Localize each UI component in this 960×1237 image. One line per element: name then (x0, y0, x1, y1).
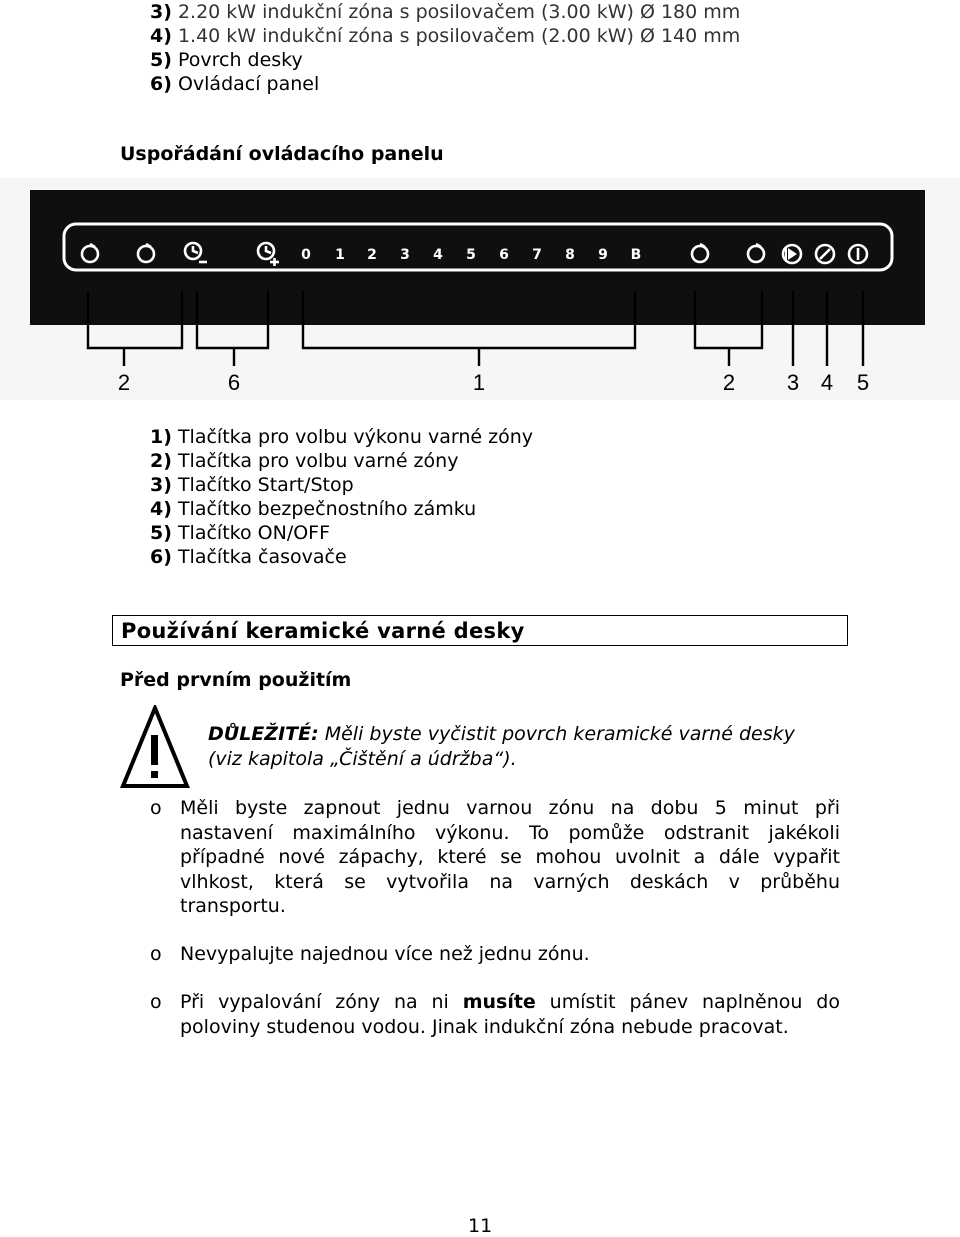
item-text: Tlačítko ON/OFF (177, 522, 331, 544)
item-text: 2.20 kW indukční zóna s posilovačem (3.00 kW) Ø 180 mm (177, 1, 741, 23)
warning-line: (viz kapitola „Čištění a údržba“). (208, 748, 517, 770)
paragraph-line: Nevypalujte najednou více než jednu zónu. (180, 943, 590, 965)
item-number: 4) (150, 498, 172, 520)
callout-number: 2 (722, 370, 736, 395)
warning-text (208, 722, 795, 772)
legend-item (150, 497, 533, 521)
paragraph-line: vlhkost, která se vytvořila na varných deskách v průběhu (180, 870, 840, 893)
control-panel-diagram (0, 178, 960, 400)
item-number: 2) (150, 450, 172, 472)
panel-heading: Uspořádání ovládacího panelu (120, 143, 444, 165)
legend-item (150, 425, 533, 449)
item-number: 6) (150, 546, 172, 568)
bullet-paragraph (180, 796, 840, 919)
item-text: Ovládací panel (177, 73, 320, 95)
power-digit: 9 (598, 247, 608, 263)
legend-item (150, 473, 533, 497)
text-run: Při vypalování zóny na ni (180, 991, 463, 1013)
list-item (150, 24, 740, 48)
bullet-paragraph (180, 942, 840, 967)
item-text: Povrch desky (177, 49, 303, 71)
item-text: Tlačítka pro volbu výkonu varné zóny (177, 426, 533, 448)
subheading: Před prvním použitím (120, 669, 352, 691)
page-number: 11 (468, 1215, 493, 1237)
text-run: umístit pánev naplněnou do (535, 991, 840, 1013)
callout-number: 3 (786, 370, 800, 395)
bullet-marker: o (150, 797, 162, 819)
warning-triangle-icon (120, 705, 190, 789)
warning-label: DŮLEŽITÉ: (208, 723, 319, 745)
callout-number: 2 (117, 370, 131, 395)
item-number: 5) (150, 522, 172, 544)
list-item (150, 0, 740, 24)
bullet-marker: o (150, 991, 162, 1013)
item-text: Tlačítko bezpečnostního zámku (177, 498, 477, 520)
item-number: 5) (150, 49, 172, 71)
power-digit: 5 (466, 247, 476, 263)
power-digit: 1 (335, 247, 345, 263)
control-panel-illustration (0, 178, 960, 400)
item-text: 1.40 kW indukční zóna s posilovačem (2.00 kW) Ø 140 mm (177, 25, 741, 47)
callout-number: 6 (227, 370, 241, 395)
callout-number: 1 (472, 370, 486, 395)
item-number: 6) (150, 73, 172, 95)
legend-item (150, 521, 533, 545)
panel-legend (150, 425, 533, 569)
paragraph-line: poloviny studenou vodou. Jinak indukční zóna nebude pracovat. (180, 1015, 789, 1038)
zone-spec-list (150, 0, 740, 96)
section-title-box (112, 615, 848, 646)
power-digit: 4 (433, 247, 443, 263)
item-text: Tlačítko Start/Stop (177, 474, 354, 496)
power-digit: B (630, 247, 642, 263)
list-item (150, 72, 740, 96)
paragraph-line: případné nové zápachy, které se mohou uvolnit a dále vypařit (180, 846, 840, 868)
emphasis-text: musíte (462, 991, 536, 1013)
legend-item (150, 449, 533, 473)
paragraph-line: Měli byste zapnout jednu varnou zónu na dobu 5 minut při (180, 797, 840, 819)
bullet-paragraph (180, 990, 840, 1039)
power-digit: 7 (532, 247, 542, 263)
callout-number: 5 (856, 370, 870, 395)
bullet-marker: o (150, 943, 162, 965)
section-title: Používání keramické varné desky (121, 619, 525, 643)
item-text: Tlačítka časovače (177, 546, 347, 568)
list-item (150, 48, 740, 72)
power-digit: 2 (367, 247, 377, 263)
power-digit: 3 (400, 247, 410, 263)
warning-line: Měli byste vyčistit povrch keramické varné desky (318, 723, 795, 745)
paragraph-line: transportu. (180, 895, 286, 917)
power-digit: 8 (565, 247, 575, 263)
item-number: 4) (150, 25, 172, 47)
callout-number: 4 (820, 370, 834, 395)
item-number: 1) (150, 426, 172, 448)
paragraph-line: nastavení maximálního výkonu. To pomůže odstranit jakékoli (180, 821, 840, 844)
paragraph-line (180, 990, 840, 1015)
item-text: Tlačítka pro volbu varné zóny (177, 450, 459, 472)
power-digit: 6 (499, 247, 509, 263)
legend-item (150, 545, 533, 569)
item-number: 3) (150, 474, 172, 496)
item-number: 3) (150, 1, 172, 23)
power-digit: 0 (301, 247, 311, 263)
